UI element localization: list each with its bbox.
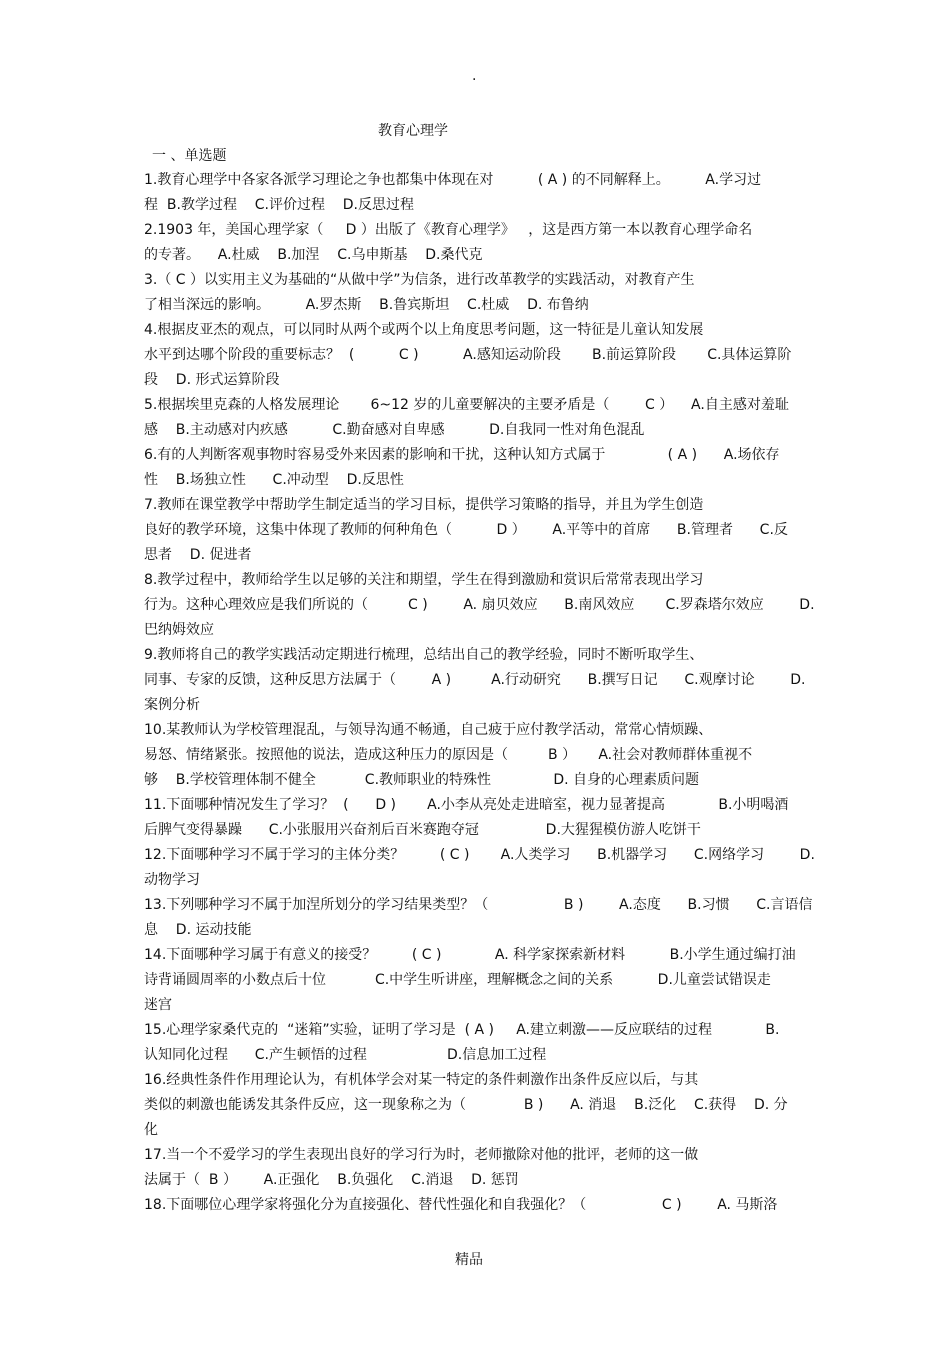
text-line: 程 B.教学过程 C.评价过程 D.反思过程: [144, 197, 415, 213]
text-line: 性 B.场独立性 C.冲动型 D.反思性: [144, 472, 404, 488]
text-line: 了相当深远的影响。 A.罗杰斯 B.鲁宾斯坦 C.杜威 D. 布鲁纳: [144, 297, 589, 313]
text-line: 1.教育心理学中各家各派学习理论之争也都集中体现在对 ( A ) 的不同解释上。 A.学习过: [144, 172, 762, 188]
text-line: 2.1903 年，美国心理学家（ D ）出版了《教育心理学》 ，这是西方第一本以教育心理学命名: [144, 222, 753, 238]
text-line: 感 B.主动感对内疚感 C.勤奋感对自卑感 D.自我同一性对角色混乱: [144, 422, 645, 438]
text-line: 认知同化过程 C.产生顿悟的过程 D.信息加工过程: [144, 1047, 547, 1063]
text-line: 良好的教学环境，这集中体现了教师的何种角色（ D ） A.平等中的首席 B.管理者 C.反: [144, 522, 788, 538]
text-line: 7.教师在课堂教学中帮助学生制定适当的学习目标，提供学习策略的指导，并且为学生创造: [144, 497, 704, 513]
text-line: 17.当一个不爱学习的学生表现出良好的学习行为时，老师撤除对他的批评，老师的这一做: [144, 1147, 699, 1163]
text-line: 易怒、情绪紧张。按照他的说法，造成这种压力的原因是（ B ） A.社会对教师群体重视不: [144, 747, 753, 763]
text-line: 3.（ C ）以实用主义为基础的“从做中学”为信条，进行改革教学的实践活动，对教育产生: [144, 272, 695, 288]
text-line: 12.下面哪种学习不属于学习的主体分类？ ( C ) A.人类学习 B.机器学习 C.网络学习 D.: [144, 847, 815, 863]
text-line: 化: [144, 1122, 158, 1138]
text-line: 够 B.学校管理体制不健全 C.教师职业的特殊性 D. 自身的心理素质问题: [144, 772, 700, 788]
text-line: 思者 D. 促进者: [144, 547, 252, 563]
text-line: 同事、专家的反馈，这种反思方法属于（ A ) A.行动研究 B.撰写日记 C.观摩讨论 D.: [144, 672, 806, 688]
text-line: 的专著。 A.杜威 B.加涅 C.乌申斯基 D.桑代克: [144, 247, 483, 263]
text-line: 6.有的人判断客观事物时容易受外来因素的影响和干扰，这种认知方式属于 ( A ) A.场依存: [144, 447, 780, 463]
text-line: 类似的刺激也能诱发其条件反应，这一现象称之为（ B ) A. 消退 B.泛化 C.获得 D. 分: [144, 1097, 788, 1113]
text-line: 9.教师将自己的教学实践活动定期进行梳理，总结出自己的教学经验，同时不断听取学生、: [144, 647, 704, 663]
text-line: 5.根据埃里克森的人格发展理论 6~12 岁的儿童要解决的主要矛盾是（ C ） A.自主感对羞耻: [144, 397, 789, 413]
text-line: 18.下面哪位心理学家将强化分为直接强化、替代性强化和自我强化？（ C ) A. 马斯洛: [144, 1197, 778, 1213]
text-line: 10.某教师认为学校管理混乱，与领导沟通不畅通，自己疲于应付教学活动，常常心情烦躁、: [144, 722, 713, 738]
text-line: 15.心理学家桑代克的 “迷箱”实验，证明了学习是 ( A ) A.建立刺激——反应联结的过程 B.: [144, 1022, 780, 1038]
text-line: 迷宫: [144, 997, 172, 1013]
text-line: 行为。这种心理效应是我们所说的（ C ) A. 扇贝效应 B.南风效应 C.罗森塔尔效应 D.: [144, 597, 815, 613]
text-line: 13.下列哪种学习不属于加涅所划分的学习结果类型？（ B ) A.态度 B.习惯 C.言语信: [144, 897, 813, 913]
text-line: 段 D. 形式运算阶段: [144, 372, 280, 388]
text-line: 4.根据皮亚杰的观点，可以同时从两个或两个以上角度思考问题，这一特征是儿童认知发展: [144, 322, 704, 338]
text-line: 诗背诵圆周率的小数点后十位 C.中学生听讲座，理解概念之间的关系 D.儿童尝试错误走: [144, 972, 771, 988]
text-line: 11.下面哪种情况发生了学习？ ( D ) A.小李从亮处走进暗室，视力显著提高 B.小明喝酒: [144, 797, 789, 813]
text-line: 16.经典性条件作用理论认为，有机体学会对某一特定的条件刺激作出条件反应以后，与其: [144, 1072, 699, 1088]
text-line: 法属于（ B ） A.正强化 B.负强化 C.消退 D. 惩罚: [144, 1172, 519, 1188]
section-heading: 一 、单选题: [152, 148, 227, 164]
text-line: 水平到达哪个阶段的重要标志？ ( C ) A.感知运动阶段 B.前运算阶段 C.具体运算阶: [144, 347, 792, 363]
text-line: 动物学习: [144, 872, 200, 888]
question-list: [144, 168, 815, 1243]
text-line: 8.教学过程中，教师给学生以足够的关注和期望，学生在得到激励和赏识后常常表现出学习: [144, 572, 704, 588]
page-title: 教育心理学: [378, 123, 448, 139]
page-footer: 精品: [455, 1252, 483, 1268]
header-dot: ·: [472, 72, 477, 88]
text-line: 案例分析: [144, 697, 200, 713]
text-line: [144, 1218, 812, 1243]
text-line: 息 D. 运动技能: [144, 922, 252, 938]
text-line: 14.下面哪种学习属于有意义的接受？ ( C ) A. 科学家探索新材料 B.小学生通过编打油: [144, 947, 796, 963]
text-line: 后脾气变得暴躁 C.小张服用兴奋剂后百米赛跑夺冠 D.大猩猩模仿游人吃饼干: [144, 822, 701, 838]
text-line: 巴纳姆效应: [144, 622, 214, 638]
